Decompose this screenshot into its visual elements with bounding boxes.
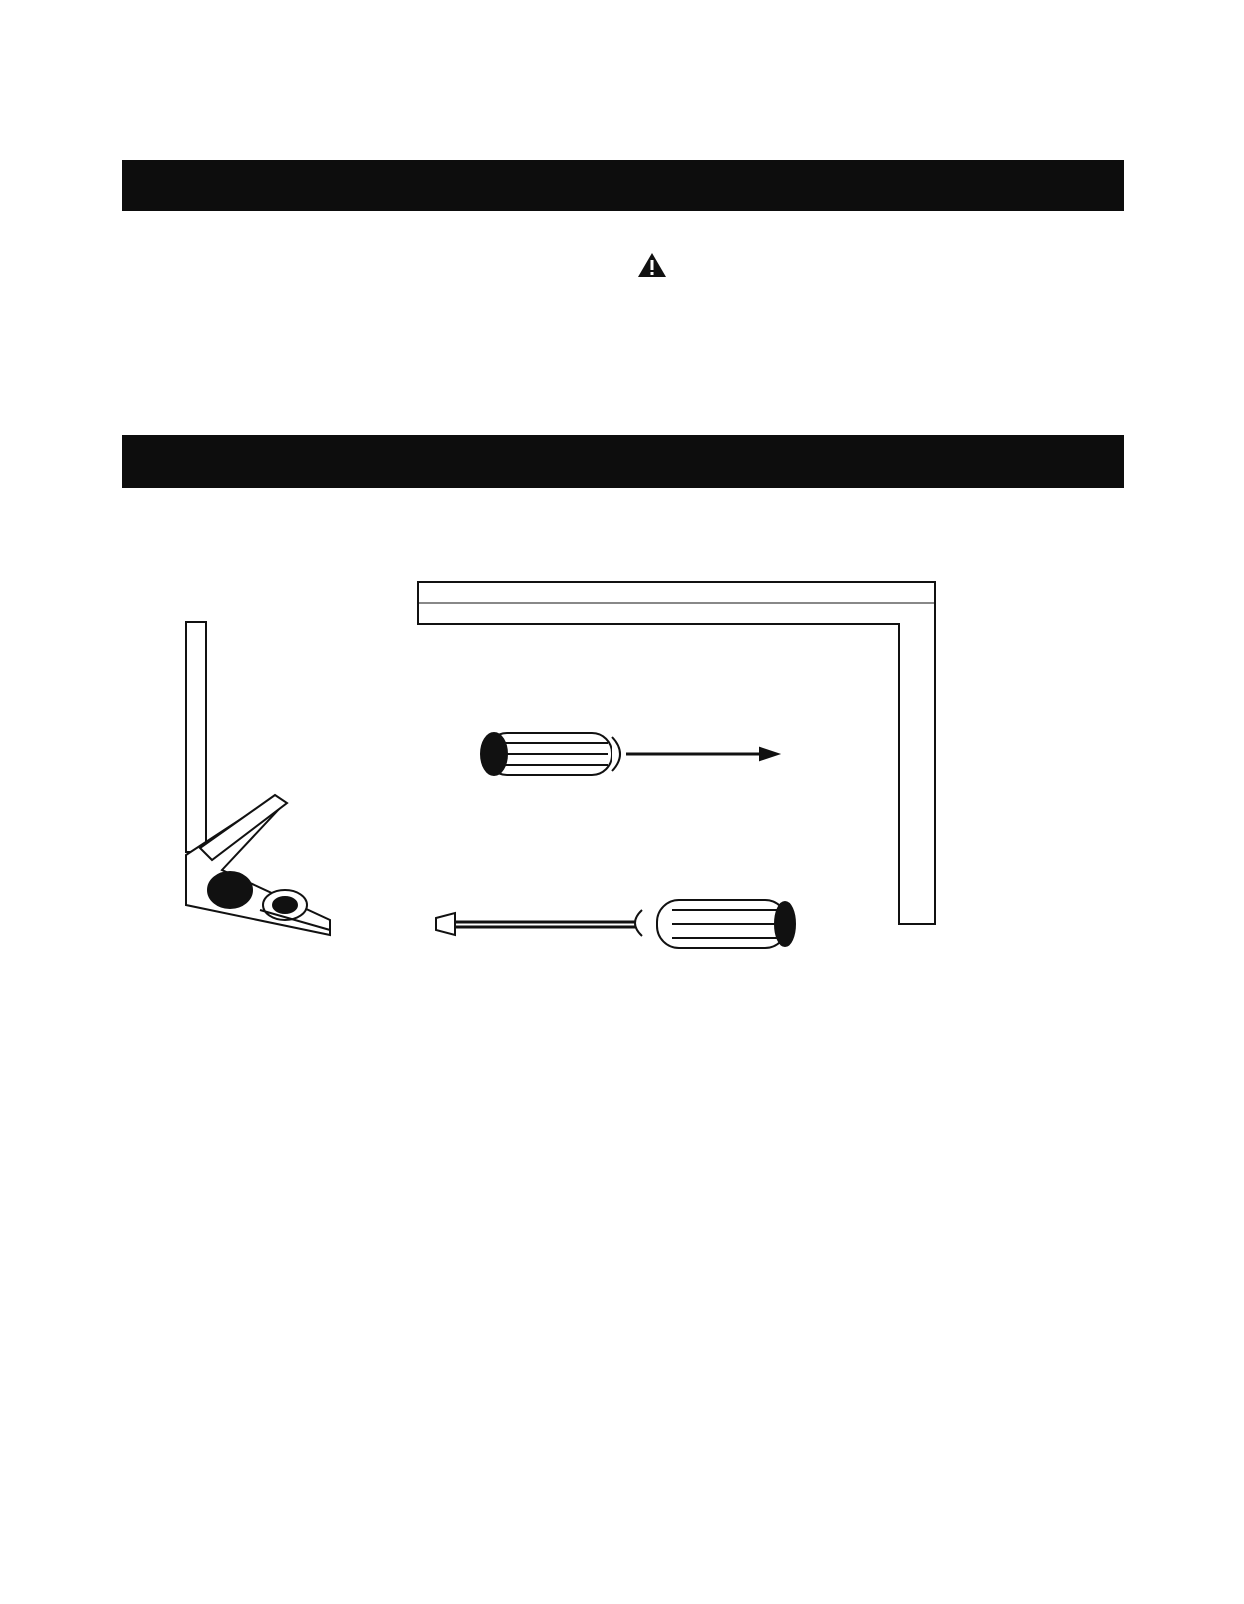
- combination-square-illustration: [186, 622, 330, 935]
- phillips-screwdriver-illustration: [481, 733, 778, 775]
- flat-blade-screwdriver-illustration: [436, 900, 795, 948]
